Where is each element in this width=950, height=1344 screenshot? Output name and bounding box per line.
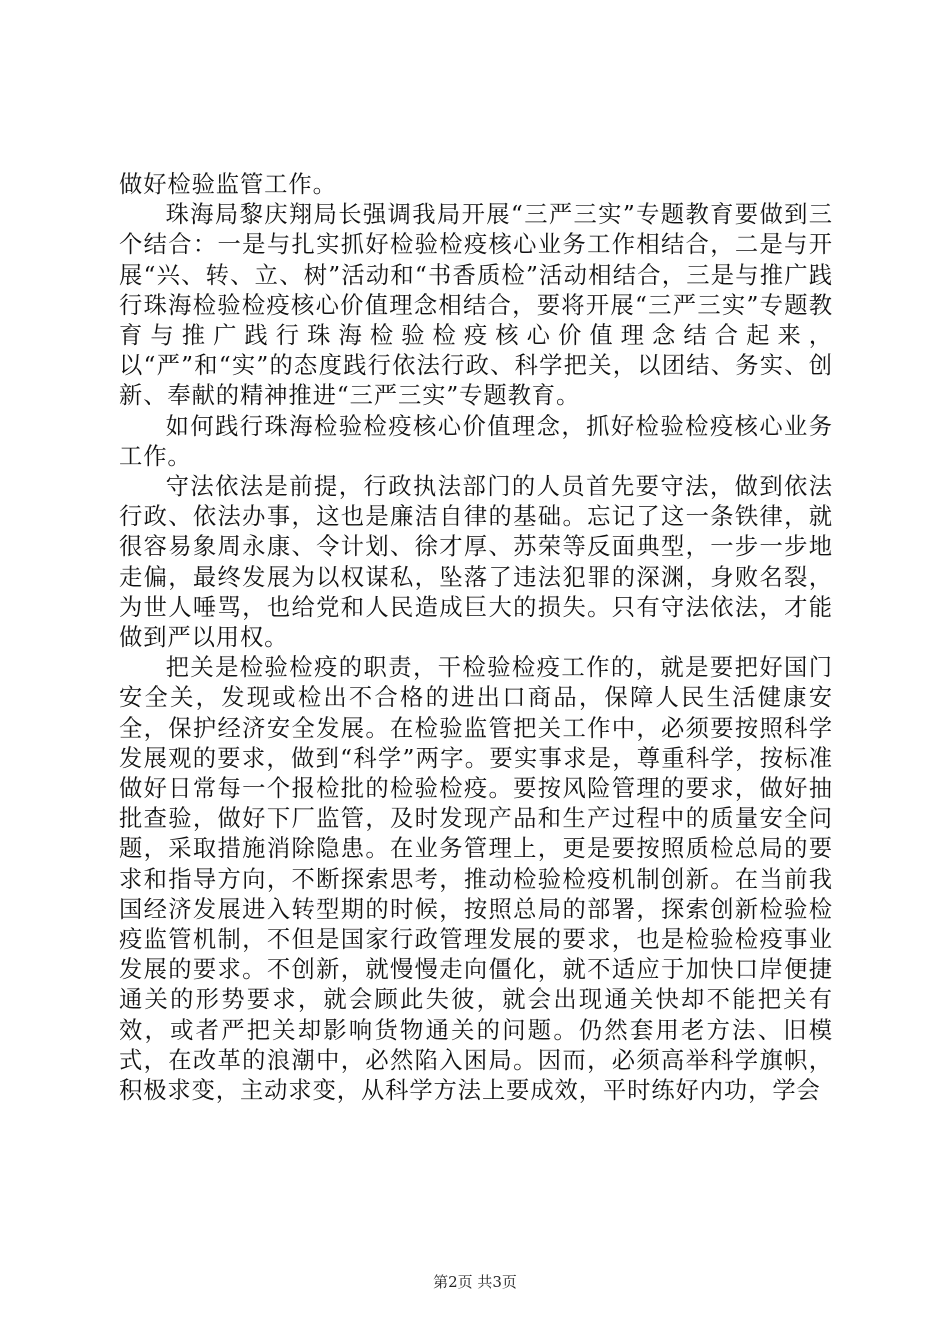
body-text [119, 170, 833, 1106]
page-number-footer: 第2页 共3页 [433, 1273, 517, 1291]
paragraph: 守法依法是前提，行政执法部门的人员首先要守法，做到依法行政、依法办事，这也是廉洁自律的基础。忘记了这一条铁律，就很容易象周永康、令计划、徐才厚、苏荣等反面典型，一步一步地走偏，最终发展为以权谋私，坠落了违法犯罪的深渊，身败名裂，为世人唾骂，也给党和人民造成巨大的损失。只有守法依法，才能做到严以用权。 [119, 473, 833, 652]
paragraph: 把关是检验检疫的职责，干检验检疫工作的，就是要把好国门安全关，发现或检出不合格的进出口商品，保障人民生活健康安全，保护经济安全发展。在检验监管把关工作中，必须要按照科学发展观的要求，做到“科学”两字。要实事求是，尊重科学，按标准做好日常每一个报检批的检验检疫。要按风险管理的要求，做好抽批查验，做好下厂监管，及时发现产品和生产过程中的质量安全问题，采取措施消除隐患。在业务管理上，更是要按照质检总局的要求和指导方向，不断探索思考，推动检验检疫机制创新。在当前我国经济发展进入转型期的时候，按照总局的部署，探索创新检验检疫监管机制，不但是国家行政管理发展的要求，也是检验检疫事业发展的要求。不创新，就慢慢走向僵化，就不适应于加快口岸便捷通关的形势要求，就会顾此失彼，就会出现通关快却不能把关有效，或者严把关却影响货物通关的问题。仍然套用老方法、旧模式，在改革的浪潮中，必然陷入困局。因而，必须高举科学旗帜，积极求变，主动求变，从科学方法上要成效，平时练好内功，学会 [119, 654, 833, 1105]
paragraph: 珠海局黎庆翔局长强调我局开展“三严三实”专题教育要做到三个结合：一是与扎实抓好检验检疫核心业务工作相结合，二是与开展“兴、转、立、树”活动和“书香质检”活动相结合，三是与推广践行珠海检验检疫核心价值理念相结合，要将开展“三严三实”专题教育与推广践行珠海检验检疫核心价值理念结合起来，以“严”和“实”的态度践行依法行政、科学把关，以团结、务实、创新、奉献的精神推进“三严三实”专题教育。 [119, 201, 833, 410]
paragraph: 如何践行珠海检验检疫核心价值理念，抓好检验检疫核心业务工作。 [119, 412, 833, 470]
paragraph: 做好检验监管工作。 [119, 171, 337, 198]
